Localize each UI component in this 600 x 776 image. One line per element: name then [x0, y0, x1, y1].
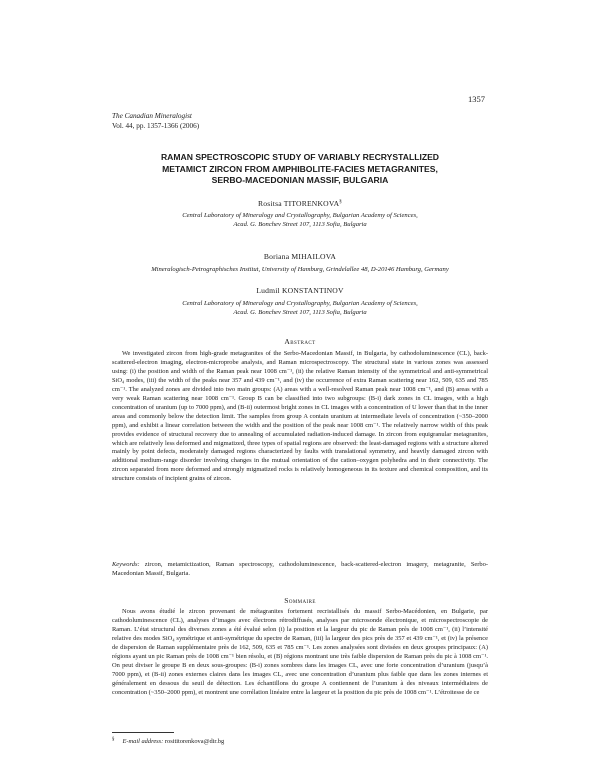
paper-title: [112, 152, 488, 187]
author-affiliation: [112, 265, 488, 274]
footnote-email[interactable]: rosititorenkova@dir.bg: [164, 738, 225, 746]
footnote: [112, 737, 224, 745]
sommaire-heading: Sommaire: [284, 596, 316, 605]
affiliation-line: Central Laboratory of Mineralogy and Crystallography, Bulgarian Academy of Sciences,: [182, 212, 418, 219]
author-name: [112, 252, 488, 261]
footnote-label: E-mail address:: [122, 738, 164, 746]
keywords-text: zircon, metamictization, Raman spectroscopy, cathodoluminescence, back-scattered-electron imagery, metagranite, Serbo-Macedonian Massif, Bulgaria.: [112, 561, 489, 577]
affiliation-line: Acad. G. Bonchev Street 107, 1113 Sofia, Bulgaria: [233, 221, 367, 228]
author-name-text: Rositsa TITORENKOVA: [258, 199, 340, 208]
journal-name: The Canadian Mineralogist: [112, 112, 192, 120]
author-name: [112, 199, 488, 208]
abstract-text: We investigated zircon from high-grade metagranites of the Serbo-Macedonian Massif, in Bulgaria, by cathodoluminescence (CL), back-scattered-electron imaging, electron-microprobe analysis, and Raman microspectroscopy. The structural state in various zones was assessed using: (i) the position and width of the Raman peak near 1008 cm⁻¹, (ii) the relative Raman intensity of the symmetrical and anti-symmetrical SiO₄ modes, (iii) the width of the peaks near 357 and 439 cm⁻¹, and (iv) the occurrence of extra Raman scattering near 162, 509, 635 and 785 cm⁻¹. The analyzed zones are divided into two main groups: (A) areas with a well-resolved Raman peak near 1008 cm⁻¹, and (B) areas with a very weak Raman scattering near 1008 cm⁻¹. Group B can be classified into two subgroups: (B-i) dark zones in CL images, with a high concentration of uranium (up to 7000 ppm), and (B-ii) outermost bright zones in CL images with a concentration of U lower than that in the inner areas and commonly below the detection limit. The samples from group A contain uranium at intermediate levels of concentration (~350–2000 ppm), and exhibit a linear correlation between the width and the position of the peak near 1008 cm⁻¹. The relatively narrow width of this peak provides evidence of structural recovery due to annealing of accumulated radiation-induced damage. In zircon from equigranular metagranites, which are relatively less deformed and migmatized, three types of spatial regions are observed: the least-damaged regions with a structure altered mainly by point defects, moderately damaged regions characterized by faults with translational symmetry, and heavily damaged zircon with additional medium-range disorder involving changes in the mutual orientation of the cation–oxygen polyhedra and in their connectivity. The zircon separated from more deformed and strongly migmatized rocks is relatively homogeneous in its texture and chemical composition, and its structure consists of incipient grains of zircon.: [112, 350, 488, 483]
abstract-heading: Abstract: [284, 337, 316, 346]
journal-info: [112, 112, 199, 131]
journal-volume: Vol. 44, pp. 1357-1366 (2006): [112, 121, 200, 130]
author-affiliation: [112, 211, 488, 229]
page-number: 1357: [468, 94, 485, 104]
author-name-text: Ludmil KONSTANTINOV: [256, 286, 344, 295]
footnote-mark: §: [112, 737, 115, 742]
footnote-rule: [112, 732, 174, 733]
sommaire-text: Nous avons étudié le zircon provenant de métagranites fortement recristallisés du massif Serbo-Macédonien, en Bulgarie, par cathodoluminescence (CL), analyses d’images avec électrons rétrodiffusés, analyses par microsonde électronique, et microspectroscopie de Raman. L’état structural des diverses zones a été évalué selon (i) la position et la largeur du pic de Raman près de 1008 cm⁻¹, (ii) l’intensité relative des modes SiO₄ symétrique et anti-symétrique du spectre de Raman, (iii) la largeur des pics près de 357 et 439 cm⁻¹, et (iv) la présence de dispersion de Raman supplémentaire près de 162, 509, 635 et 785 cm⁻¹. Les zones analysées sont divisées en deux groupes principaux: (A) régions ayant un pic Raman près de 1008 cm⁻¹ bien résolu, et (B) régions montrant une très faible dispersion de Raman près du pic à 1008 cm⁻¹. On peut diviser le groupe B en deux sous-groupes: (B-i) zones sombres dans les images CL, avec une forte concentration d’uranium (jusqu’à 7000 ppm), et (B-ii) zones externes claires dans les images CL, avec une concentration d’uranium plus faible que dans les zones internes et généralement en dessous du seuil de détection. Les échantillons du groupe A contiennent de l’uranium à des niveaux intermédiaires de concentration (~350–2000 ppm), et montrent une corrélation linéaire entre la largeur et la position du pic près de 1008 cm⁻¹. L’étroitesse de ce: [112, 608, 488, 696]
title-line: METAMICT ZIRCON FROM AMPHIBOLITE-FACIES METAGRANITES,: [162, 163, 438, 174]
title-line: RAMAN SPECTROSCOPIC STUDY OF VARIABLY RECRYSTALLIZED: [160, 152, 440, 162]
keywords-label: Keywords:: [112, 561, 140, 568]
author-mark: §: [339, 199, 342, 205]
author-name-text: Boriana MIHAILOVA: [263, 252, 337, 261]
author-affiliation: [112, 299, 488, 317]
title-line: SERBO-MACEDONIAN MASSIF, BULGARIA: [211, 175, 389, 186]
affiliation-line: Mineralogisch-Petrographisches Institut, University of Hamburg, Grindelallee 48, D-20146 Hamburg, Germany: [151, 266, 449, 273]
author-name: [112, 286, 488, 295]
affiliation-line: Acad. G. Bonchev Street 107, 1113 Sofia, Bulgaria: [233, 309, 367, 316]
affiliation-line: Central Laboratory of Mineralogy and Crystallography, Bulgarian Academy of Sciences,: [182, 300, 418, 307]
keywords: [112, 561, 488, 579]
